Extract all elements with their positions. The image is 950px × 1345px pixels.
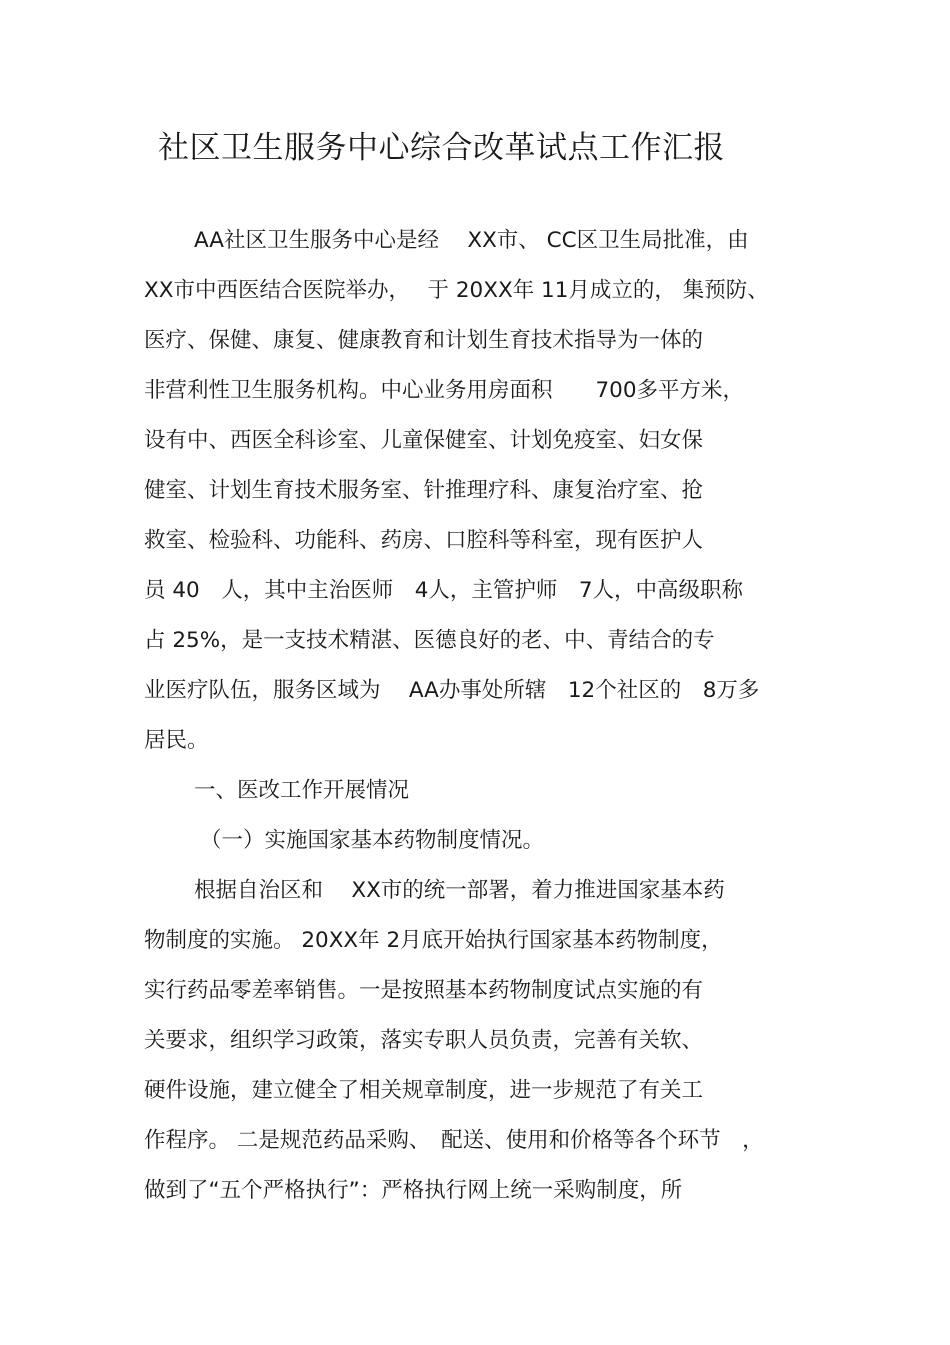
paragraph-line: 居民。 (144, 728, 209, 753)
section-heading: 一、医改工作开展情况 (194, 778, 410, 803)
subsection-heading: （一）实施国家基本药物制度情况。 (200, 828, 545, 853)
paragraph-line: 物制度的实施。 20XX年 2月底开始执行国家基本药物制度， (144, 928, 723, 953)
paragraph-line: XX市中西医结合医院举办， 于 20XX年 11月成立的， 集预防、 (144, 278, 769, 303)
document-title: 社区卫生服务中心综合改革试点工作汇报 (158, 130, 725, 166)
paragraph-line: 关要求，组织学习政策，落实专职人员负责，完善有关软、 (144, 1028, 704, 1053)
paragraph-line: AA社区卫生服务中心是经 XX市、 CC区卫生局批准，由 (194, 228, 749, 253)
paragraph-line: 硬件设施，建立健全了相关规章制度，进一步规范了有关工 (144, 1078, 704, 1103)
paragraph-line: 员 40 人，其中主治医师 4人，主管护师 7人，中高级职称 (144, 578, 744, 603)
paragraph-line: 根据自治区和 XX市的统一部署，着力推进国家基本药 (194, 878, 725, 903)
paragraph-line: 业医疗队伍，服务区域为 AA办事处所辖 12个社区的 8万多 (144, 678, 760, 703)
paragraph-line: 非营利性卫生服务机构。中心业务用房面积 700多平方米， (144, 378, 745, 403)
paragraph-line: 健室、计划生育技术服务室、针推理疗科、康复治疗室、抢 (144, 478, 704, 503)
paragraph-line: 做到了“五个严格执行”：严格执行网上统一采购制度，所 (144, 1178, 683, 1203)
paragraph-line: 作程序。 二是规范药品采购、 配送、使用和价格等各个环节 ， (144, 1128, 764, 1153)
paragraph-line: 占 25%，是一支技术精湛、医德良好的老、中、青结合的专 (144, 628, 715, 653)
paragraph-line: 救室、检验科、功能科、药房、口腔科等科室，现有医护人 (144, 528, 704, 553)
paragraph-line: 医疗、保健、康复、健康教育和计划生育技术指导为一体的 (144, 328, 704, 353)
paragraph-line: 设有中、西医全科诊室、儿童保健室、计划免疫室、妇女保 (144, 428, 704, 453)
paragraph-line: 实行药品零差率销售。一是按照基本药物制度试点实施的有 (144, 978, 704, 1003)
